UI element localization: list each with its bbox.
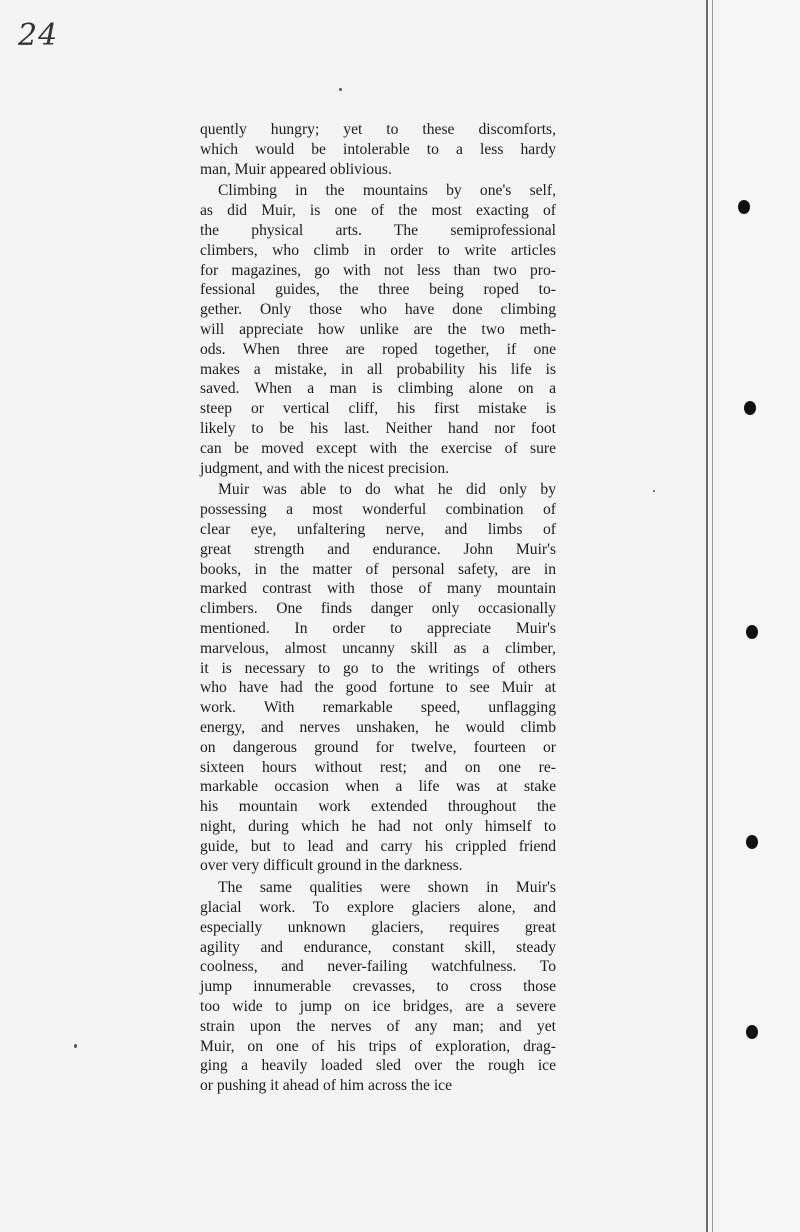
text-line: too wide to jump on ice bridges, are a severe <box>200 998 556 1016</box>
text-line: sixteen hours without rest; and on one re- <box>200 758 556 776</box>
text-line: will appreciate how unlike are the two meth- <box>200 320 556 338</box>
text-line: clear eye, unfaltering nerve, and limbs of <box>200 520 556 538</box>
page-number: 24 <box>18 18 59 53</box>
text-line: The same qualities were shown in Muir's <box>218 879 556 897</box>
body-text <box>200 120 556 1098</box>
text-line: quently hungry; yet to these discomforts, <box>200 121 556 138</box>
text-line: energy, and nerves unshaken, he would climb <box>200 718 556 736</box>
text-line: especially unknown glaciers, requires great <box>200 918 556 936</box>
scan-speck <box>74 1044 77 1048</box>
paragraph <box>200 878 556 1096</box>
text-line: fessional guides, the three being roped to- <box>200 281 556 299</box>
text-line: who have had the good fortune to see Muir at <box>200 679 556 697</box>
text-line: Muir was able to do what he did only by <box>218 481 556 499</box>
binding-hole <box>746 835 758 849</box>
text-line: glacial work. To explore glaciers alone, and <box>200 899 556 917</box>
paragraph <box>200 480 556 876</box>
text-line: possessing a most wonderful combination of <box>200 501 556 519</box>
binding-hole <box>744 401 756 415</box>
text-line: which would be intolerable to a less hardy <box>200 140 556 158</box>
scan-speck <box>339 88 342 91</box>
text-line: mentioned. In order to appreciate Muir's <box>200 619 556 637</box>
text-line: climbers. One finds danger only occasionally <box>200 600 556 618</box>
text-line: likely to be his last. Neither hand nor foot <box>200 419 556 437</box>
text-line: marked contrast with those of many mountain <box>200 580 556 598</box>
text-line: guide, but to lead and carry his crippled friend <box>200 837 556 855</box>
binding-margin <box>706 0 800 1232</box>
text-line: it is necessary to go to the writings of others <box>200 659 556 677</box>
text-line: steep or vertical cliff, his first mistake is <box>200 400 556 418</box>
text-line: markable occasion when a life was at stake <box>200 778 556 796</box>
text-line: Muir, on one of his trips of exploration, drag- <box>200 1037 556 1055</box>
text-line: gether. Only those who have done climbing <box>200 301 556 319</box>
page-edge-line <box>712 0 713 1232</box>
text-line: work. With remarkable speed, unflagging <box>200 699 556 717</box>
text-line: night, during which he had not only himself to <box>200 817 556 835</box>
binding-hole <box>738 200 750 214</box>
text-line: or pushing it ahead of him across the ice <box>200 1077 453 1095</box>
text-line: as did Muir, is one of the most exacting of <box>200 202 556 220</box>
text-line: great strength and endurance. John Muir's <box>200 540 556 558</box>
text-line: the physical arts. The semiprofessional <box>200 221 556 239</box>
text-line: ods. When three are roped together, if one <box>200 340 556 358</box>
scan-speck <box>653 490 655 492</box>
text-line: ging a heavily loaded sled over the rough ice <box>200 1057 556 1075</box>
paragraph <box>200 181 556 478</box>
text-line: marvelous, almost uncanny skill as a climber, <box>200 639 556 657</box>
text-line: his mountain work extended throughout the <box>200 798 556 816</box>
text-line: judgment, and with the nicest precision. <box>200 459 450 477</box>
text-line: saved. When a man is climbing alone on a <box>200 380 556 398</box>
text-line: over very difficult ground in the darkness. <box>200 857 463 875</box>
text-line: man, Muir appeared oblivious. <box>200 160 392 178</box>
text-line: jump innumerable crevasses, to cross those <box>200 978 556 996</box>
text-line: Climbing in the mountains by one's self, <box>218 182 556 200</box>
text-line: climbers, who climb in order to write articles <box>200 241 556 259</box>
text-line: books, in the matter of personal safety, are in <box>200 560 556 578</box>
text-line: on dangerous ground for twelve, fourteen or <box>200 738 556 756</box>
text-line: makes a mistake, in all probability his life is <box>200 360 556 378</box>
text-line: agility and endurance, constant skill, steady <box>200 938 556 956</box>
text-line: strain upon the nerves of any man; and yet <box>200 1017 556 1035</box>
binding-hole <box>746 625 758 639</box>
text-line: coolness, and never-failing watchfulness. To <box>200 958 556 976</box>
text-line: can be moved except with the exercise of sure <box>200 439 556 457</box>
binding-hole <box>746 1025 758 1039</box>
paragraph <box>200 120 556 179</box>
text-line: for magazines, go with not less than two pro- <box>200 261 556 279</box>
